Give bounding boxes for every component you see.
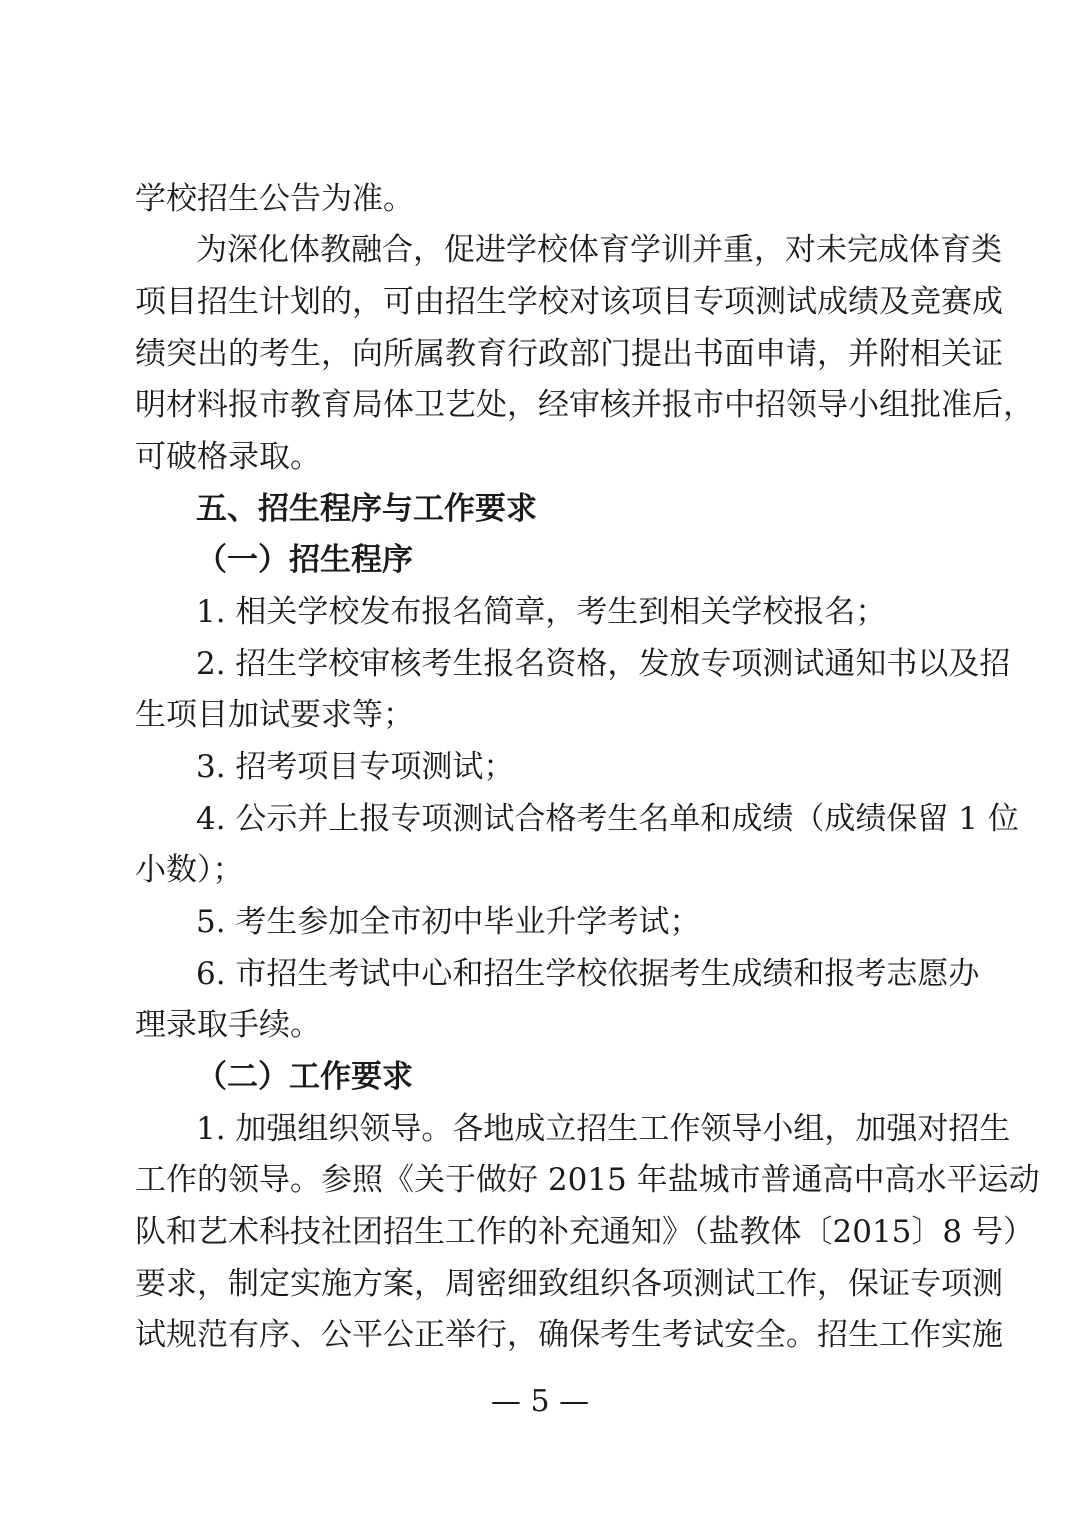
paragraph-line: 为深化体教融合，促进学校体育学训并重，对未完成体育类: [196, 232, 1002, 268]
list-item-continuation: 工作的领导。参照《关于做好 2015 年盐城市普通高中高水平运动: [135, 1162, 1040, 1198]
list-item-continuation: 生项目加试要求等；: [135, 697, 414, 733]
list-item: 4. 公示并上报专项测试合格考生名单和成绩（成绩保留 1 位: [196, 801, 1019, 837]
list-item-continuation: 要求，制定实施方案，周密细致组织各项测试工作，保证专项测: [135, 1266, 1003, 1302]
list-item-continuation: 理录取手续。: [135, 1007, 321, 1043]
list-item-continuation: 试规范有序、公平公正举行，确保考生考试安全。招生工作实施: [135, 1317, 1003, 1353]
list-item: 2. 招生学校审核考生报名资格，发放专项测试通知书以及招: [196, 646, 1011, 682]
paragraph-line: 绩突出的考生，向所属教育行政部门提出书面申请，并附相关证: [135, 336, 1003, 372]
paragraph-line: 项目招生计划的，可由招生学校对该项目专项测试成绩及竞赛成: [135, 284, 1003, 320]
paragraph-line: 可破格录取。: [135, 439, 321, 475]
subsection-heading: （二）工作要求: [196, 1059, 413, 1095]
subsection-heading: （一）招生程序: [196, 542, 413, 578]
list-item-continuation: 小数）；: [135, 852, 244, 888]
list-item: 3. 招考项目专项测试；: [196, 749, 515, 785]
list-item: 6. 市招生考试中心和招生学校依据考生成绩和报考志愿办: [196, 956, 980, 992]
list-item: 5. 考生参加全市初中毕业升学考试；: [196, 904, 701, 940]
paragraph-line: 明材料报市教育局体卫艺处，经审核并报市中招领导小组批准后，: [135, 387, 1034, 423]
list-item-continuation: 队和艺术科技社团招生工作的补充通知》（盐教体〔2015〕8 号）: [135, 1214, 1034, 1250]
list-item: 1. 加强组织领导。各地成立招生工作领导小组，加强对招生: [196, 1111, 1011, 1147]
page-number: — 5 —: [490, 1384, 590, 1419]
paragraph-line: 学校招生公告为准。: [135, 181, 414, 217]
list-item: 1. 相关学校发布报名简章，考生到相关学校报名；: [196, 594, 887, 630]
section-heading: 五、招生程序与工作要求: [196, 491, 537, 527]
